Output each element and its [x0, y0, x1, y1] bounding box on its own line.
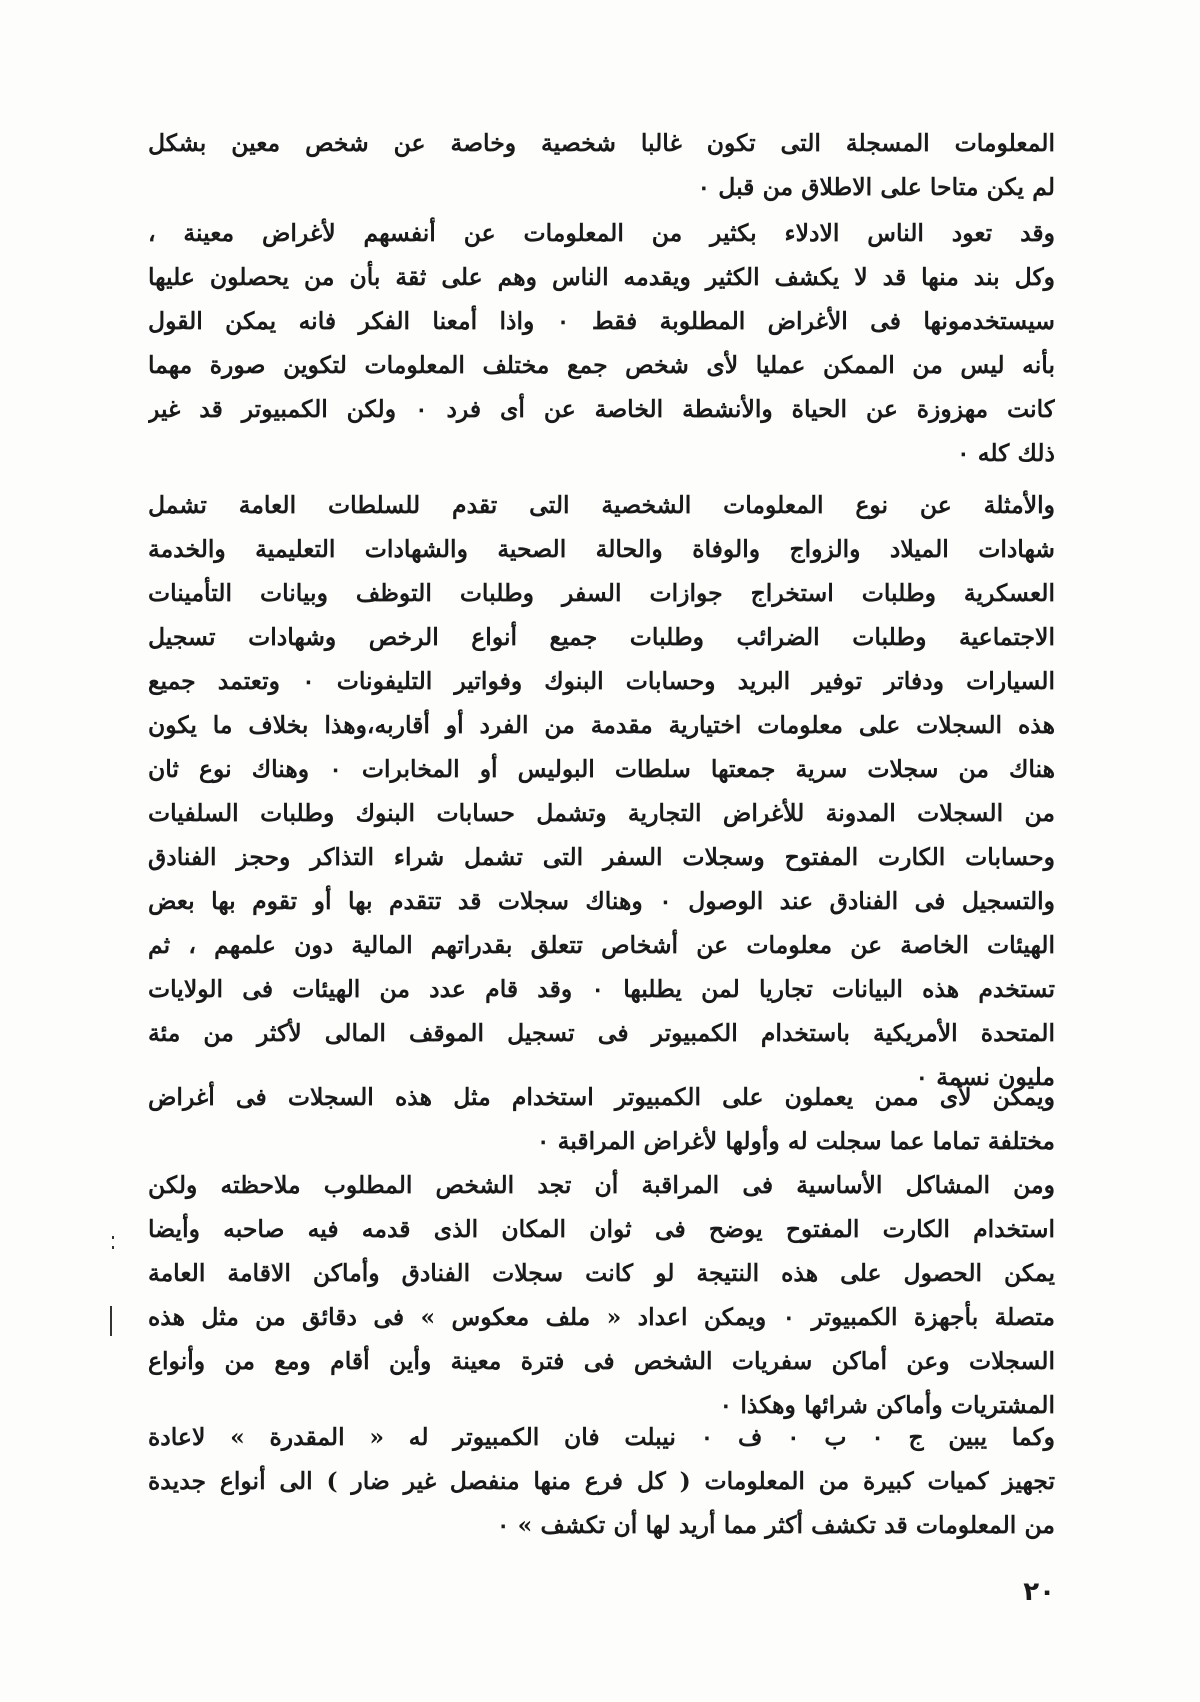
- text-line: هذه السجلات على معلومات اختيارية مقدمة من الفرد أو أقاربه،وهذا بخلاف ما يكون: [148, 711, 1055, 739]
- text-line: السجلات وعن أماكن سفريات الشخص فى فترة معينة وأين أقام ومع من وأنواع: [148, 1347, 1055, 1375]
- text-line: وحسابات الكارت المفتوح وسجلات السفر التى تشمل شراء التذاكر وحجز الفنادق: [148, 843, 1055, 871]
- paragraph-6: [148, 1415, 1055, 1547]
- text-line: المتحدة الأمريكية باستخدام الكمبيوتر فى تسجيل الموقف المالى لأكثر من مئة: [148, 1019, 1055, 1047]
- text-line: العسكرية وطلبات استخراج جوازات السفر وطلبات التوظف وبيانات التأمينات: [148, 579, 1055, 607]
- text-line: شهادات الميلاد والزواج والوفاة والحالة الصحية والشهادات التعليمية والخدمة: [148, 535, 1055, 563]
- text-line: متصلة بأجهزة الكمبيوتر ٠ ويمكن اعداد « ملف معكوس » فى دقائق من مثل هذه: [148, 1303, 1055, 1331]
- text-line: بأنه ليس من الممكن عمليا لأى شخص جمع مختلف المعلومات لتكوين صورة مهما: [148, 351, 1055, 379]
- text-line: السيارات ودفاتر توفير البريد وحسابات البنوك وفواتير التليفونات ٠ وتعتمد جميع: [148, 667, 1055, 695]
- paragraph-2: [148, 211, 1055, 475]
- text-line: المعلومات المسجلة التى تكون غالبا شخصية وخاصة عن شخص معين بشكل: [148, 129, 1055, 157]
- text-line: كانت مهزوزة عن الحياة والأنشطة الخاصة عن أى فرد ٠ ولكن الكمبيوتر قد غير: [148, 395, 1055, 423]
- text-line: مليون نسمة ٠: [915, 1063, 1055, 1091]
- text-line: وكل بند منها قد لا يكشف الكثير ويقدمه الناس وهم على ثقة بأن من يحصلون عليها: [148, 263, 1055, 291]
- text-line: والتسجيل فى الفنادق عند الوصول ٠ وهناك سجلات قد تتقدم بها أو تقوم بها بعض: [148, 887, 1055, 915]
- margin-speck: [112, 1246, 114, 1249]
- text-line: لم يكن متاحا على الاطلاق من قبل ٠: [697, 173, 1055, 201]
- text-line: ويمكن لأى ممن يعملون على الكمبيوتر استخدام مثل هذه السجلات فى أغراض: [148, 1083, 1055, 1111]
- text-line: تجهيز كميات كبيرة من المعلومات ( كل فرع منها منفصل غير ضار ) الى أنواع جديدة: [148, 1467, 1055, 1495]
- text-line: من السجلات المدونة للأغراض التجارية وتشمل حسابات البنوك وطلبات السلفيات: [148, 799, 1055, 827]
- text-line: هناك من سجلات سرية جمعتها سلطات البوليس أو المخابرات ٠ وهناك نوع ثان: [148, 755, 1055, 783]
- paragraph-3: [148, 483, 1055, 1099]
- text-line: من المعلومات قد تكشف أكثر مما أريد لها أن تكشف » ٠: [496, 1511, 1055, 1539]
- paragraph-4: [148, 1075, 1055, 1163]
- text-line: والأمثلة عن نوع المعلومات الشخصية التى تقدم للسلطات العامة تشمل: [148, 491, 1055, 519]
- margin-speck: [110, 1306, 112, 1336]
- page-number: ٢٠: [1023, 1577, 1055, 1607]
- paragraph-5: [148, 1163, 1055, 1427]
- text-line: ذلك كله ٠: [957, 439, 1055, 467]
- text-line: الهيئات الخاصة عن معلومات عن أشخاص تتعلق بقدراتهم المالية دون علمهم ، ثم: [148, 931, 1055, 959]
- text-line: الاجتماعية وطلبات الضرائب وطلبات جميع أنواع الرخص وشهادات تسجيل: [148, 623, 1055, 651]
- text-line: ومن المشاكل الأساسية فى المراقبة أن تجد الشخص المطلوب ملاحظته ولكن: [148, 1171, 1055, 1199]
- text-line: مختلفة تماما عما سجلت له وأولها لأغراض المراقبة ٠: [536, 1127, 1055, 1155]
- margin-speck: [112, 1236, 114, 1239]
- text-line: يمكن الحصول على هذه النتيجة لو كانت سجلات الفنادق وأماكن الاقامة العامة: [148, 1259, 1055, 1287]
- text-line: استخدام الكارت المفتوح يوضح فى ثوان المكان الذى قدمه فيه صاحبه وأيضا: [148, 1215, 1055, 1243]
- text-line: وقد تعود الناس الادلاء بكثير من المعلومات عن أنفسهم لأغراض معينة ،: [148, 219, 1055, 247]
- text-line: وكما يبين ج ٠ ب ٠ ف ٠ نيبلت فان الكمبيوتر له « المقدرة » لاعادة: [148, 1423, 1055, 1451]
- text-line: سيستخدمونها فى الأغراض المطلوبة فقط ٠ واذا أمعنا الفكر فانه يمكن القول: [148, 307, 1055, 335]
- text-line: المشتريات وأماكن شرائها وهكذا ٠: [719, 1391, 1055, 1419]
- paragraph-1: [148, 121, 1055, 209]
- text-line: تستخدم هذه البيانات تجاريا لمن يطلبها ٠ وقد قام عدد من الهيئات فى الولايات: [148, 975, 1055, 1003]
